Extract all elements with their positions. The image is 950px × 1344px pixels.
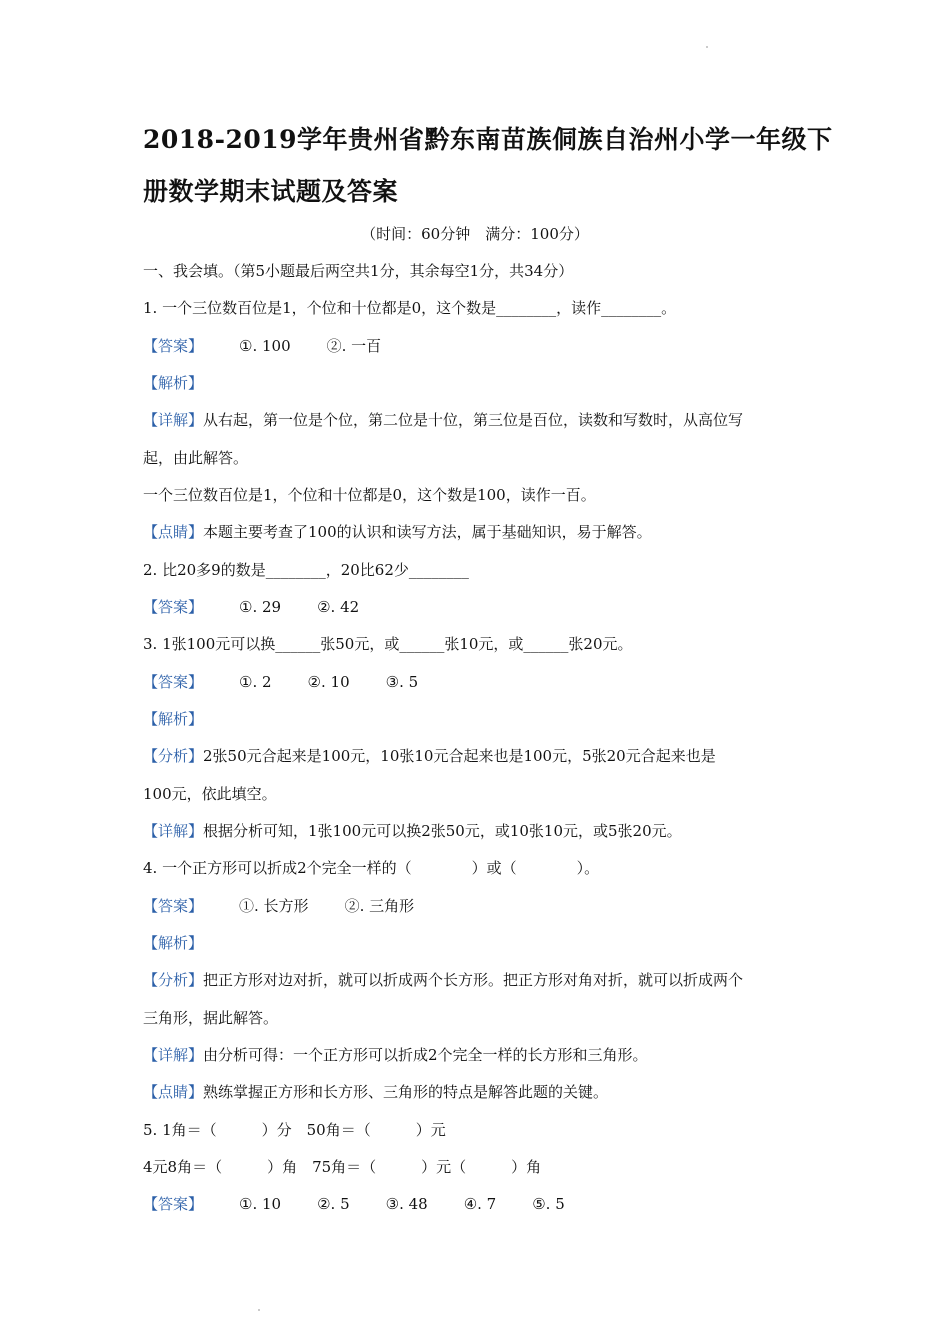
answer-item: ①. 29 [239,598,282,616]
analysis-tag: 【解析】 [143,710,204,728]
answer-item: ②. 一百 [326,337,382,355]
detail-4: 【详解】由分析可得：一个正方形可以折成2个完全一样的长方形和三角形。 [143,1046,648,1064]
analysis-4-line-1: 【分析】把正方形对边对折，就可以折成两个长方形。把正方形对角对折，就可以折成两个 [143,971,744,989]
answer-item: ③. 5 [385,673,419,691]
exam-info: （时间：60分钟 满分：100分） [361,225,589,243]
detail-1-line-1: 【详解】从右起，第一位是个位，第二位是十位，第三位是百位，读数和写数时，从高位写 [143,411,744,429]
answer-item: ①. 10 [239,1195,282,1213]
question-5-line-2: 4元8角＝（ ）角 75角＝（ ）元（ ）角 [143,1158,542,1176]
analysis-tag: 【解析】 [143,934,204,952]
comment-1: 【点睛】本题主要考查了100的认识和读写方法，属于基础知识，易于解答。 [143,523,652,541]
answer-item: ①. 2 [239,673,272,691]
answer-item: ②. 5 [317,1195,350,1213]
answer-item: ①. 100 [239,337,291,355]
question-2: 2. 比20多9的数是________，20比62少________ [143,561,469,579]
answer-item: ⑤. 5 [532,1195,565,1213]
answer-item: ②. 三角形 [344,897,415,915]
answer-tag: 【答案】 [143,598,204,616]
comment-4: 【点睛】熟练掌握正方形和长方形、三角形的特点是解答此题的关键。 [143,1083,609,1101]
speck [258,1309,260,1311]
answer-item: ③. 48 [385,1195,428,1213]
answer-item: ②. 10 [307,673,350,691]
answer-tag: 【答案】 [143,1195,204,1213]
question-4: 4. 一个正方形可以折成2个完全一样的（ ）或（ ）。 [143,859,600,877]
answer-row-4 [143,896,414,916]
section-heading: 一、我会填。（第5小题最后两空共1分，其余每空1分，共34分） [143,262,574,280]
answer-row-2 [143,597,359,617]
speck [706,46,708,48]
question-5-line-1: 5. 1角＝（ ）分 50角＝（ ）元 [143,1121,446,1139]
detail-1-line-2: 起，由此解答。 [143,449,249,467]
analysis-3-line-2: 100元，依此填空。 [143,785,277,803]
answer-row-3 [143,672,418,692]
answer-tag: 【答案】 [143,337,204,355]
document-title-line-2: 册数学期末试题及答案 [143,177,399,206]
analysis-tag: 【解析】 [143,374,204,392]
answer-row-1 [143,336,381,356]
question-1: 1. 一个三位数百位是1，个位和十位都是0，这个数是________，读作________。 [143,299,677,317]
detail-3: 【详解】根据分析可知，1张100元可以换2张50元，或10张10元，或5张20元。 [143,822,682,840]
question-3: 3. 1张100元可以换______张50元，或______张10元，或______张20元。 [143,635,633,653]
answer-item: ④. 7 [463,1195,497,1213]
analysis-3-line-1: 【分析】2张50元合起来是100元，10张10元合起来也是100元，5张20元合起来也是 [143,747,716,765]
analysis-4-line-2: 三角形，据此解答。 [143,1009,279,1027]
answer-tag: 【答案】 [143,897,204,915]
detail-1-body: 一个三位数百位是1，个位和十位都是0，这个数是100，读作一百。 [143,486,596,504]
answer-item: ②. 42 [317,598,360,616]
document-title-line-1: 2018-2019学年贵州省黔东南苗族侗族自治州小学一年级下 [143,125,833,154]
answer-tag: 【答案】 [143,673,204,691]
answer-item: ①. 长方形 [239,897,309,915]
answer-row-5 [143,1194,565,1214]
